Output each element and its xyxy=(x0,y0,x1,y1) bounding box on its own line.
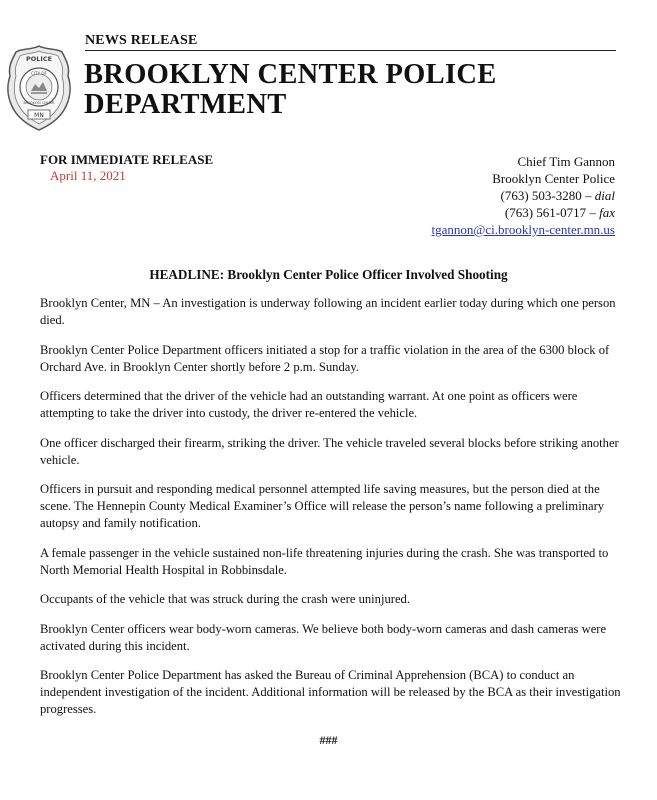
article-body xyxy=(40,295,624,731)
headline: HEADLINE: Brooklyn Center Police Officer Involved Shooting xyxy=(149,267,508,282)
end-mark: ### xyxy=(319,733,338,747)
paragraph: Officers determined that the driver of the vehicle had an outstanding warrant. At one point as officers were attempting to take the driver into custody, the driver re-entered the vehicle. xyxy=(40,389,578,420)
paragraph: Brooklyn Center Police Department has asked the Bureau of Criminal Apprehension (BCA) to conduct an independent investigation of the incident. Additional information will be released by the BCA as their investigation progresses. xyxy=(40,668,621,716)
svg-text:MN: MN xyxy=(34,112,44,119)
svg-text:BROOKLYN CENTER: BROOKLYN CENTER xyxy=(23,101,55,105)
department-title-line1: BROOKLYN CENTER POLICE xyxy=(84,59,497,90)
police-badge-icon xyxy=(6,44,72,132)
paragraph: Brooklyn Center Police Department officers initiated a stop for a traffic violation in the area of the 6300 block of Orchard Ave. in Brooklyn Center shortly before 2 p.m. Sunday. xyxy=(40,342,610,374)
paragraph: One officer discharged their firearm, striking the driver. The vehicle traveled several blocks before striking another vehicle. xyxy=(40,435,619,467)
contact-phone: (763) 503-3280 – dial xyxy=(500,188,615,203)
paragraph: Officers in pursuit and responding medical personnel attempted life saving measures, but the person died at the scene. The Hennepin County Medical Examiner’s Office will release the person’s name following a preliminary autopsy and family notification. xyxy=(40,482,605,530)
paragraph: Brooklyn Center officers wear body-worn cameras. We believe both body-worn cameras and dash cameras were activated during this incident. xyxy=(40,621,607,653)
release-type: FOR IMMEDIATE RELEASE xyxy=(40,152,214,167)
svg-text:POLICE: POLICE xyxy=(25,55,53,63)
contact-block xyxy=(432,153,615,238)
release-date: April 11, 2021 xyxy=(50,168,126,183)
svg-text:CITY OF: CITY OF xyxy=(31,71,47,76)
paragraph: Occupants of the vehicle that was struck during the crash were uninjured. xyxy=(40,592,410,606)
paragraph: Brooklyn Center, MN – An investigation is underway following an incident earlier today during which one person died. xyxy=(40,296,616,327)
paragraph: A female passenger in the vehicle sustained non-life threatening injuries during the crash. She was transported to North Memorial Health Hospital in Robbinsdale. xyxy=(40,545,609,577)
department-title xyxy=(84,60,497,120)
contact-email-link[interactable]: tgannon@ci.brooklyn-center.mn.us xyxy=(431,222,615,237)
contact-org: Brooklyn Center Police xyxy=(492,171,615,186)
header-divider xyxy=(85,50,616,51)
news-release-label: NEWS RELEASE xyxy=(85,33,198,48)
department-title-line2: DEPARTMENT xyxy=(84,89,287,120)
contact-fax: (763) 561-0717 – fax xyxy=(504,205,615,220)
contact-name: Chief Tim Gannon xyxy=(517,154,615,169)
